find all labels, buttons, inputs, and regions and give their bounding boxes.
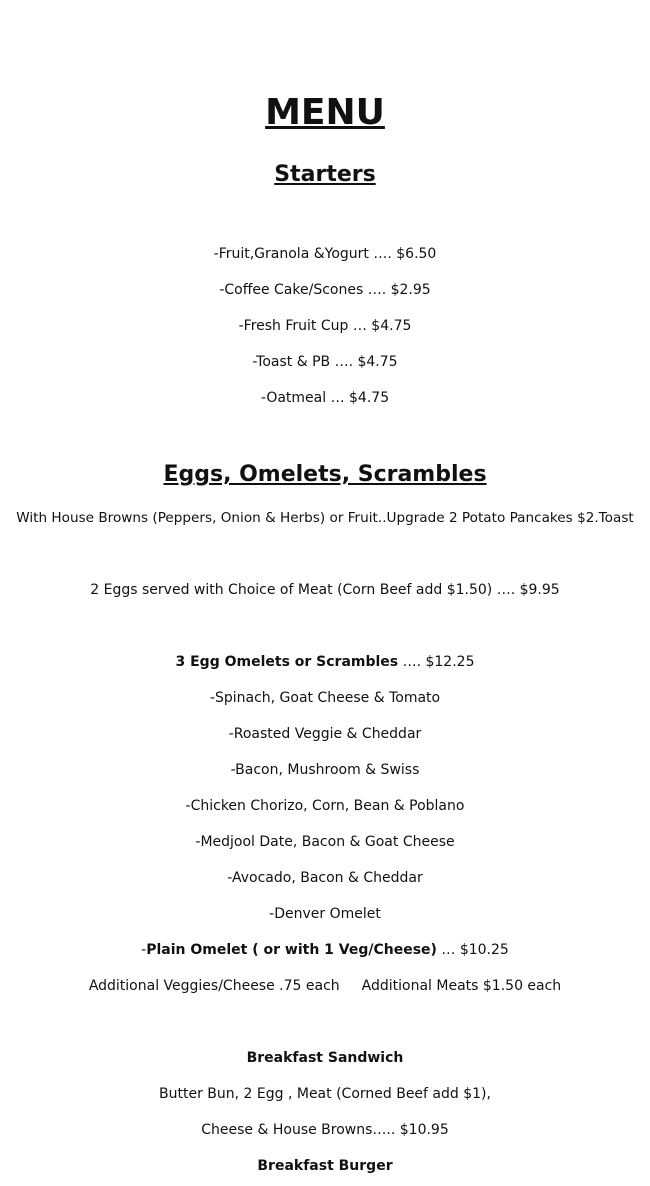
sandwich-description: Butter Bun, 2 Egg , Meat (Corned Beef add $1), xyxy=(159,1086,491,1102)
starter-item: -Fruit,Granola &Yogurt …. $6.50 xyxy=(213,246,437,262)
plain-omelet-prefix: - xyxy=(141,942,147,958)
eggs-subtitle: With House Browns (Peppers, Onion & Herbs) or Fruit..Upgrade 2 Potato Pancakes $2.Toast xyxy=(16,510,634,526)
additional-meats: Additional Meats $1.50 each xyxy=(361,978,562,994)
starter-item: -Oatmeal … $4.75 xyxy=(260,390,390,406)
omelets-line xyxy=(0,653,650,671)
menu-title: MENU xyxy=(265,92,385,133)
additional-veggies: Additional Veggies/Cheese .75 each xyxy=(88,978,340,994)
two-eggs-item: 2 Eggs served with Choice of Meat (Corn Beef add $1.50) …. $9.95 xyxy=(90,582,560,598)
omelets-price: …. $12.25 xyxy=(398,654,475,670)
sandwich-description: Cheese & House Browns….. $10.95 xyxy=(201,1122,449,1138)
starter-item: -Fresh Fruit Cup … $4.75 xyxy=(238,318,412,334)
eggs-heading: Eggs, Omelets, Scrambles xyxy=(163,462,487,487)
omelet-item: -Chicken Chorizo, Corn, Bean & Poblano xyxy=(185,798,465,814)
plain-omelet-price: … $10.25 xyxy=(436,942,509,958)
burger-heading: Breakfast Burger xyxy=(257,1158,393,1174)
starter-item: -Toast & PB …. $4.75 xyxy=(252,354,398,370)
omelets-label: 3 Egg Omelets or Scrambles xyxy=(175,654,399,670)
omelet-item: -Avocado, Bacon & Cheddar xyxy=(227,870,423,886)
omelet-item: -Denver Omelet xyxy=(269,906,381,922)
starters-heading: Starters xyxy=(274,162,376,187)
omelet-item: -Spinach, Goat Cheese & Tomato xyxy=(209,690,441,706)
sandwich-heading: Breakfast Sandwich xyxy=(246,1050,404,1066)
omelet-item: -Roasted Veggie & Cheddar xyxy=(228,726,422,742)
omelet-item: -Medjool Date, Bacon & Goat Cheese xyxy=(195,834,455,850)
plain-omelet-line xyxy=(0,941,650,959)
plain-omelet-label: Plain Omelet ( or with 1 Veg/Cheese) xyxy=(146,942,437,958)
starter-item: -Coffee Cake/Scones …. $2.95 xyxy=(219,282,431,298)
additional-line xyxy=(0,977,650,995)
omelet-item: -Bacon, Mushroom & Swiss xyxy=(230,762,420,778)
